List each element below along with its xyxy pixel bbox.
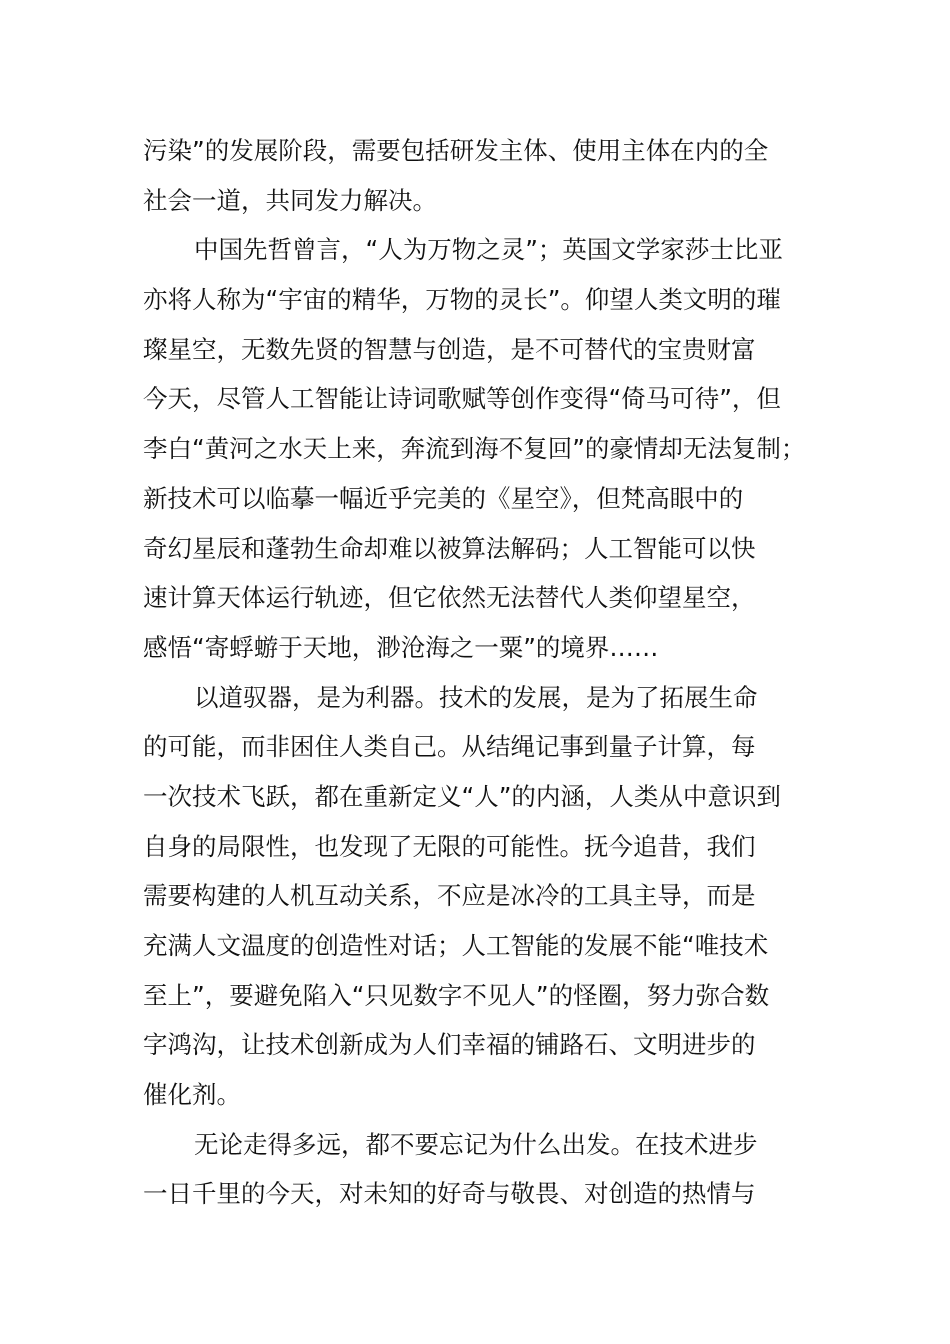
text-line: 感悟“寄蜉蝣于天地，渺沧海之一粟”的境界…… <box>143 632 659 662</box>
text-line: 字鸿沟，让技术创新成为人们幸福的铺路石、文明进步的 <box>143 1030 756 1060</box>
text-line: 新技术可以临摹一幅近乎完美的《星空》，但梵高眼中的 <box>143 483 744 513</box>
paragraph-3 <box>143 673 843 1120</box>
text-line: 至上”，要避免陷入“只见数字不见人”的怪圈，努力弥合数 <box>143 980 770 1010</box>
paragraph-2 <box>143 225 843 672</box>
text-line: 中国先哲曾言，“人为万物之灵”；英国文学家莎士比亚 <box>194 235 783 265</box>
text-line: 璨星空，无数先贤的智慧与创造，是不可替代的宝贵财富 <box>143 334 756 364</box>
text-line: 速计算天体运行轨迹，但它依然无法替代人类仰望星空， <box>143 583 756 613</box>
text-line: 污染”的发展阶段，需要包括研发主体、使用主体在内的全 <box>143 136 769 165</box>
text-line: 需要构建的人机互动关系，不应是冰冷的工具主导，而是 <box>143 881 756 911</box>
text-line: 以道驭器，是为利器。技术的发展，是为了拓展生命 <box>194 682 758 712</box>
text-line: 催化剂。 <box>143 1080 241 1110</box>
text-line: 的可能，而非困住人类自己。从结绳记事到量子计算，每 <box>143 732 756 762</box>
paragraph-4 <box>143 1120 843 1219</box>
text-line: 一日千里的今天，对未知的好奇与敬畏、对创造的热情与 <box>143 1179 756 1209</box>
text-line: 社会一道，共同发力解决。 <box>143 185 437 215</box>
text-line: 今天，尽管人工智能让诗词歌赋等创作变得“倚马可待”，但 <box>143 384 781 414</box>
text-line: 无论走得多远，都不要忘记为什么出发。在技术进步 <box>194 1129 758 1159</box>
text-line: 奇幻星辰和蓬勃生命却难以被算法解码；人工智能可以快 <box>143 533 756 563</box>
text-line: 自身的局限性，也发现了无限的可能性。抚今追昔，我们 <box>143 831 756 861</box>
text-line: 李白“黄河之水天上来，奔流到海不复回”的豪情却无法复制； <box>143 434 806 464</box>
paragraph-1 <box>143 126 843 225</box>
document-body <box>143 126 843 1219</box>
text-line: 一次技术飞跃，都在重新定义“人”的内涵，人类从中意识到 <box>143 781 781 811</box>
text-line: 亦将人称为“宇宙的精华，万物的灵长”。仰望人类文明的璀 <box>143 285 781 315</box>
text-line: 充满人文温度的创造性对话；人工智能的发展不能“唯技术 <box>143 931 769 960</box>
